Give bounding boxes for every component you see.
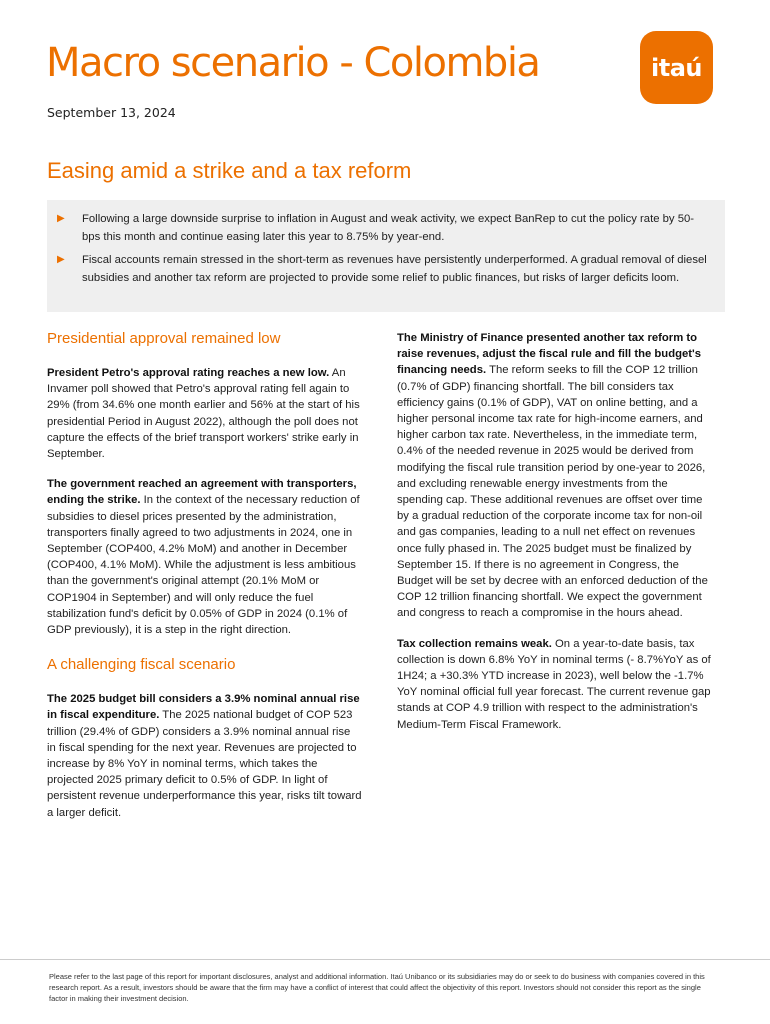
- highlights-box: [47, 200, 725, 312]
- paragraph-body: The reform seeks to fill the COP 12 trillion (0.7% of GDP) financing shortfall. The bill considers tax efficiency gains (0.1% of GDP), VAT on online betting, and a higher personal income tax rate for high-income earners, and higher carbon tax rate. Nevertheless, in the immediate term, 0.4% of the needed revenue in 2025 would be derived from modifying the fiscal rule transition period by one-year to 2026, and excluding renewable energy investments from the spending cap. These additional revenues are offset over time by a gradual reduction of the corporate income tax for non-oil and gas companies, leading to a null net effect on revenues once fully phased in. The 2025 budget must be finalized by September 15. If there is no agreement in Congress, the Budget will be set by decree with an enforced deduction of the COP 12 trillion financing shortfall. We expect the government and congress to reach a compromise in the hours ahead.: [397, 364, 708, 620]
- paragraph: [397, 330, 712, 622]
- paragraph-body: In the context of the necessary reduction of subsidies to diesel prices presented by the administration, transporters finally agreed to two adjustments in 2024, one in September (COP400, 4.2% MoM) and another in December (COP400, 4.1% MoM). While the adjustment is less ambitious than the government's original attempt (20.1% MoM or COP1904 in September) and will only reduce the fuel stabilization fund's deficit by 0.05% of GDP in 2024 (0.1% of GDP previously), it is a step in the right direction.: [47, 494, 360, 637]
- paragraph-lead: President Petro's approval rating reaches a new low.: [47, 367, 330, 379]
- paragraph-body: The 2025 national budget of COP 523 trillion (29.4% of GDP) considers a 3.9% nominal annual rise in fiscal spending for the next year. Revenues are projected to increase by 8% YoY in nominal terms, which takes the projected 2025 primary deficit to 0.5% of GDP. In light of persistent revenue underperformance this year, risks tilt toward a larger deficit.: [47, 709, 362, 819]
- paragraph-lead: The government reached an agreement with transporters, ending the strike.: [47, 478, 357, 507]
- highlight-item: [57, 251, 711, 287]
- triangle-right-icon: ▶: [57, 254, 65, 265]
- section-heading: A challenging fiscal scenario: [47, 656, 236, 674]
- highlight-text: Fiscal accounts remain stressed in the short-term as revenues have persistently underperformed. A gradual removal of diesel subsidies and another tax reform are projected to provide some relief to public finances, but risks of larger deficits loom.: [82, 254, 707, 284]
- paragraph: [47, 365, 362, 462]
- right-column: [397, 330, 712, 733]
- report-subtitle: Easing amid a strike and a tax reform: [47, 158, 412, 183]
- paragraph: [47, 476, 362, 638]
- logo-text: itaú: [651, 53, 702, 82]
- paragraph: [397, 636, 712, 733]
- footer-divider: [0, 959, 770, 960]
- paragraph-body: An Invamer poll showed that Petro's approval rating fell again to 29% (from 34.6% one month earlier and 56% at the start of his presidential Period in August 2022), although the poll does not capture the effects of the brief transport workers' strike early in September.: [47, 367, 360, 461]
- itau-logo: [640, 31, 713, 104]
- triangle-right-icon: ▶: [57, 213, 65, 224]
- paragraph-lead: Tax collection remains weak.: [397, 637, 552, 650]
- paragraph: [47, 691, 362, 821]
- report-date: September 13, 2024: [47, 105, 176, 120]
- paragraph-body: On a year-to-date basis, tax collection is down 6.8% YoY in nominal terms (- 8.7%YoY as of 1H24; a +30.3% YTD increase in 2023), well below the -1.7% YoY nominal official full year forecast. The current revenue gap stands at COP 4.9 trillion with respect to the administration's Medium-Term Fiscal Framework.: [397, 637, 711, 731]
- highlight-item: [57, 210, 711, 246]
- report-title: Macro scenario - Colombia: [46, 40, 540, 86]
- footer-disclaimer: Please refer to the last page of this report for important disclosures, analyst and additional information. Itaú Unibanco or its subsidiaries may do or seek to do business with companies covered in this research report. As a result, investors should be aware that the firm may have a conflict of interest that could affect the objectivity of this report. Investors should not consider this report as the single factor in making their investment decision.: [49, 972, 705, 1003]
- paragraph-lead: The 2025 budget bill considers a 3.9% nominal annual rise in fiscal expenditure.: [47, 693, 360, 722]
- highlight-text: Following a large downside surprise to inflation in August and weak activity, we expect BanRep to cut the policy rate by 50-bps this month and continue easing later this year to 8.75% by year-end.: [82, 213, 695, 243]
- section-heading: Presidential approval remained low: [47, 330, 281, 347]
- left-column: [47, 330, 362, 821]
- paragraph-lead: The Ministry of Finance presented another tax reform to raise revenues, adjust the fiscal rule and fill the budget's financing needs.: [397, 332, 702, 377]
